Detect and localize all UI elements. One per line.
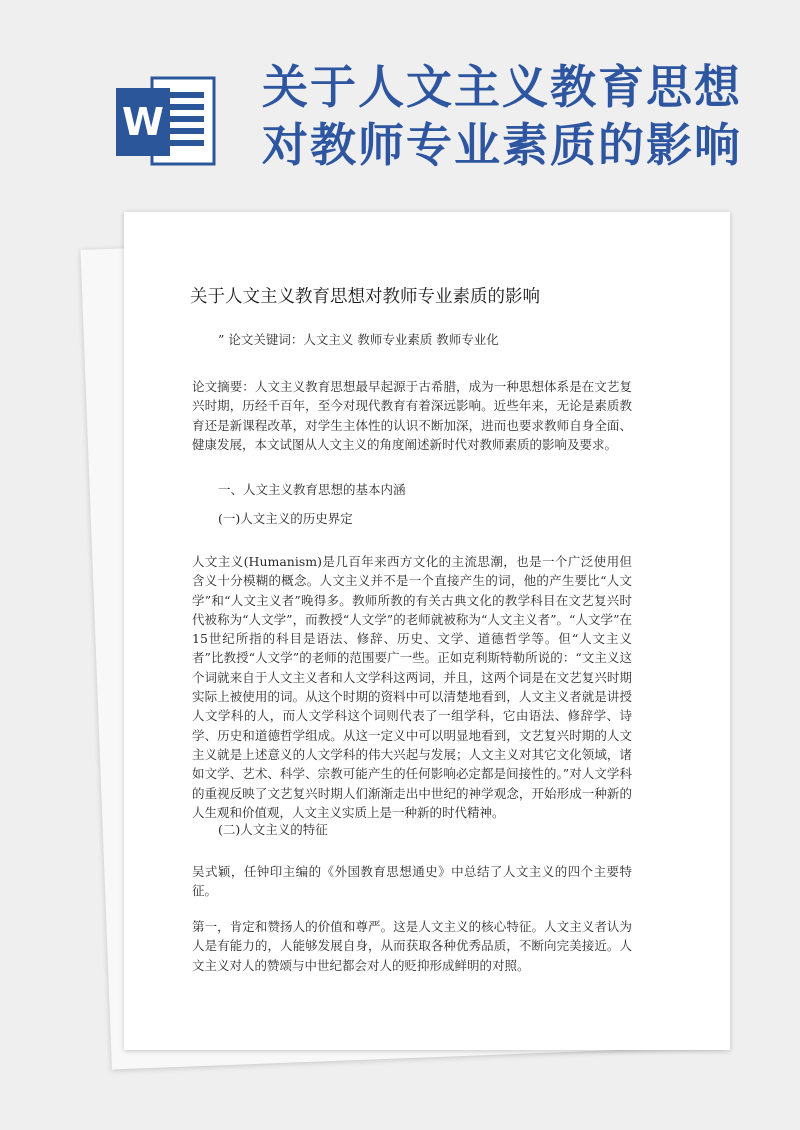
section-heading-1: 一、人文主义教育思想的基本内涵 [218,482,406,497]
body-paragraph-3: 第一，肯定和赞扬人的价值和尊严。这是人文主义的核心特征。人文主义者认为人是有能力的，人能够发展自身，从而获取各种优秀品质，不断向完美接近。人文主义对人的赞颂与中世纪都会对人的贬抑形成鲜明的对照。 [192,919,632,973]
keywords-line: ” 论文关键词：人文主义 教师专业素质 教师专业化 [218,332,499,347]
subsection-heading-2: (二)人文主义的特征 [218,822,328,837]
banner [0,0,800,200]
abstract-paragraph: 论文摘要：人文主义教育思想最早起源于古希腊，成为一种思想体系是在文艺复兴时期，历经千百年，至今对现代教育有着深远影响。近些年来，无论是素质教育还是新课程改革，对学生主体性的认识不断加深，进而也要求教师自身全面、健康发展，本文试图从人文主义的角度阐述新时代对教师素质的影响及要求。 [192,379,632,452]
svg-text:W: W [122,100,164,144]
banner-title-line2: 对教师专业素质的影响 [262,118,742,172]
word-document-icon [112,72,222,172]
subsection-heading-1: (一)人文主义的历史界定 [218,511,353,526]
document-title: 关于人文主义教育思想对教师专业素质的影响 [190,287,540,307]
body-paragraph-1: 人文主义(Humanism)是几百年来西方文化的主流思潮，也是一个广泛使用但含义十分模糊的概念。人文主义并不是一个直接产生的词，他的产生要比“人文学”和“人文主义者”晚得多。教师所教的有关古典文化的教学科目在文艺复兴时代被称为“人文学”，而教授“人文学”的老师就被称为“人文主义者”。“人文学”在15世纪所指的科目是语法、修辞、历史、文学、道德哲学等。但“人文主义者”比教授“人文学”的老师的范围要广一些。正如克利斯特勒所说的：“文主义这个词就来自于人文主义者和人文学科这两词，并且，这两个词是在文艺复兴时期实际上被使用的词。从这个时期的资料中可以清楚地看到，人文主义者就是讲授人文学科的人，而人文学科这个词则代表了一组学科，它由语法、修辞学、诗学、历史和道德哲学组成。从这一定义中可以明显地看到，文艺复兴时期的人文主义就是上述意义的人文学科的伟大兴起与发展；人文主义对其它文化领域，诸如文学、艺术、科学、宗教可能产生的任何影响必定都是间接性的。”对人文学科的重视反映了文艺复兴时期人们渐渐走出中世纪的神学观念，开始形成一种新的人生观和价值观，人文主义实质上是一种新的时代精神。 [192,554,632,820]
body-paragraph-2: 吴式颖，任钟印主编的《外国教育思想通史》中总结了人文主义的四个主要特征。 [192,864,632,899]
banner-title-line1: 关于人文主义教育思想 [262,60,742,114]
banner-title [262,58,782,174]
